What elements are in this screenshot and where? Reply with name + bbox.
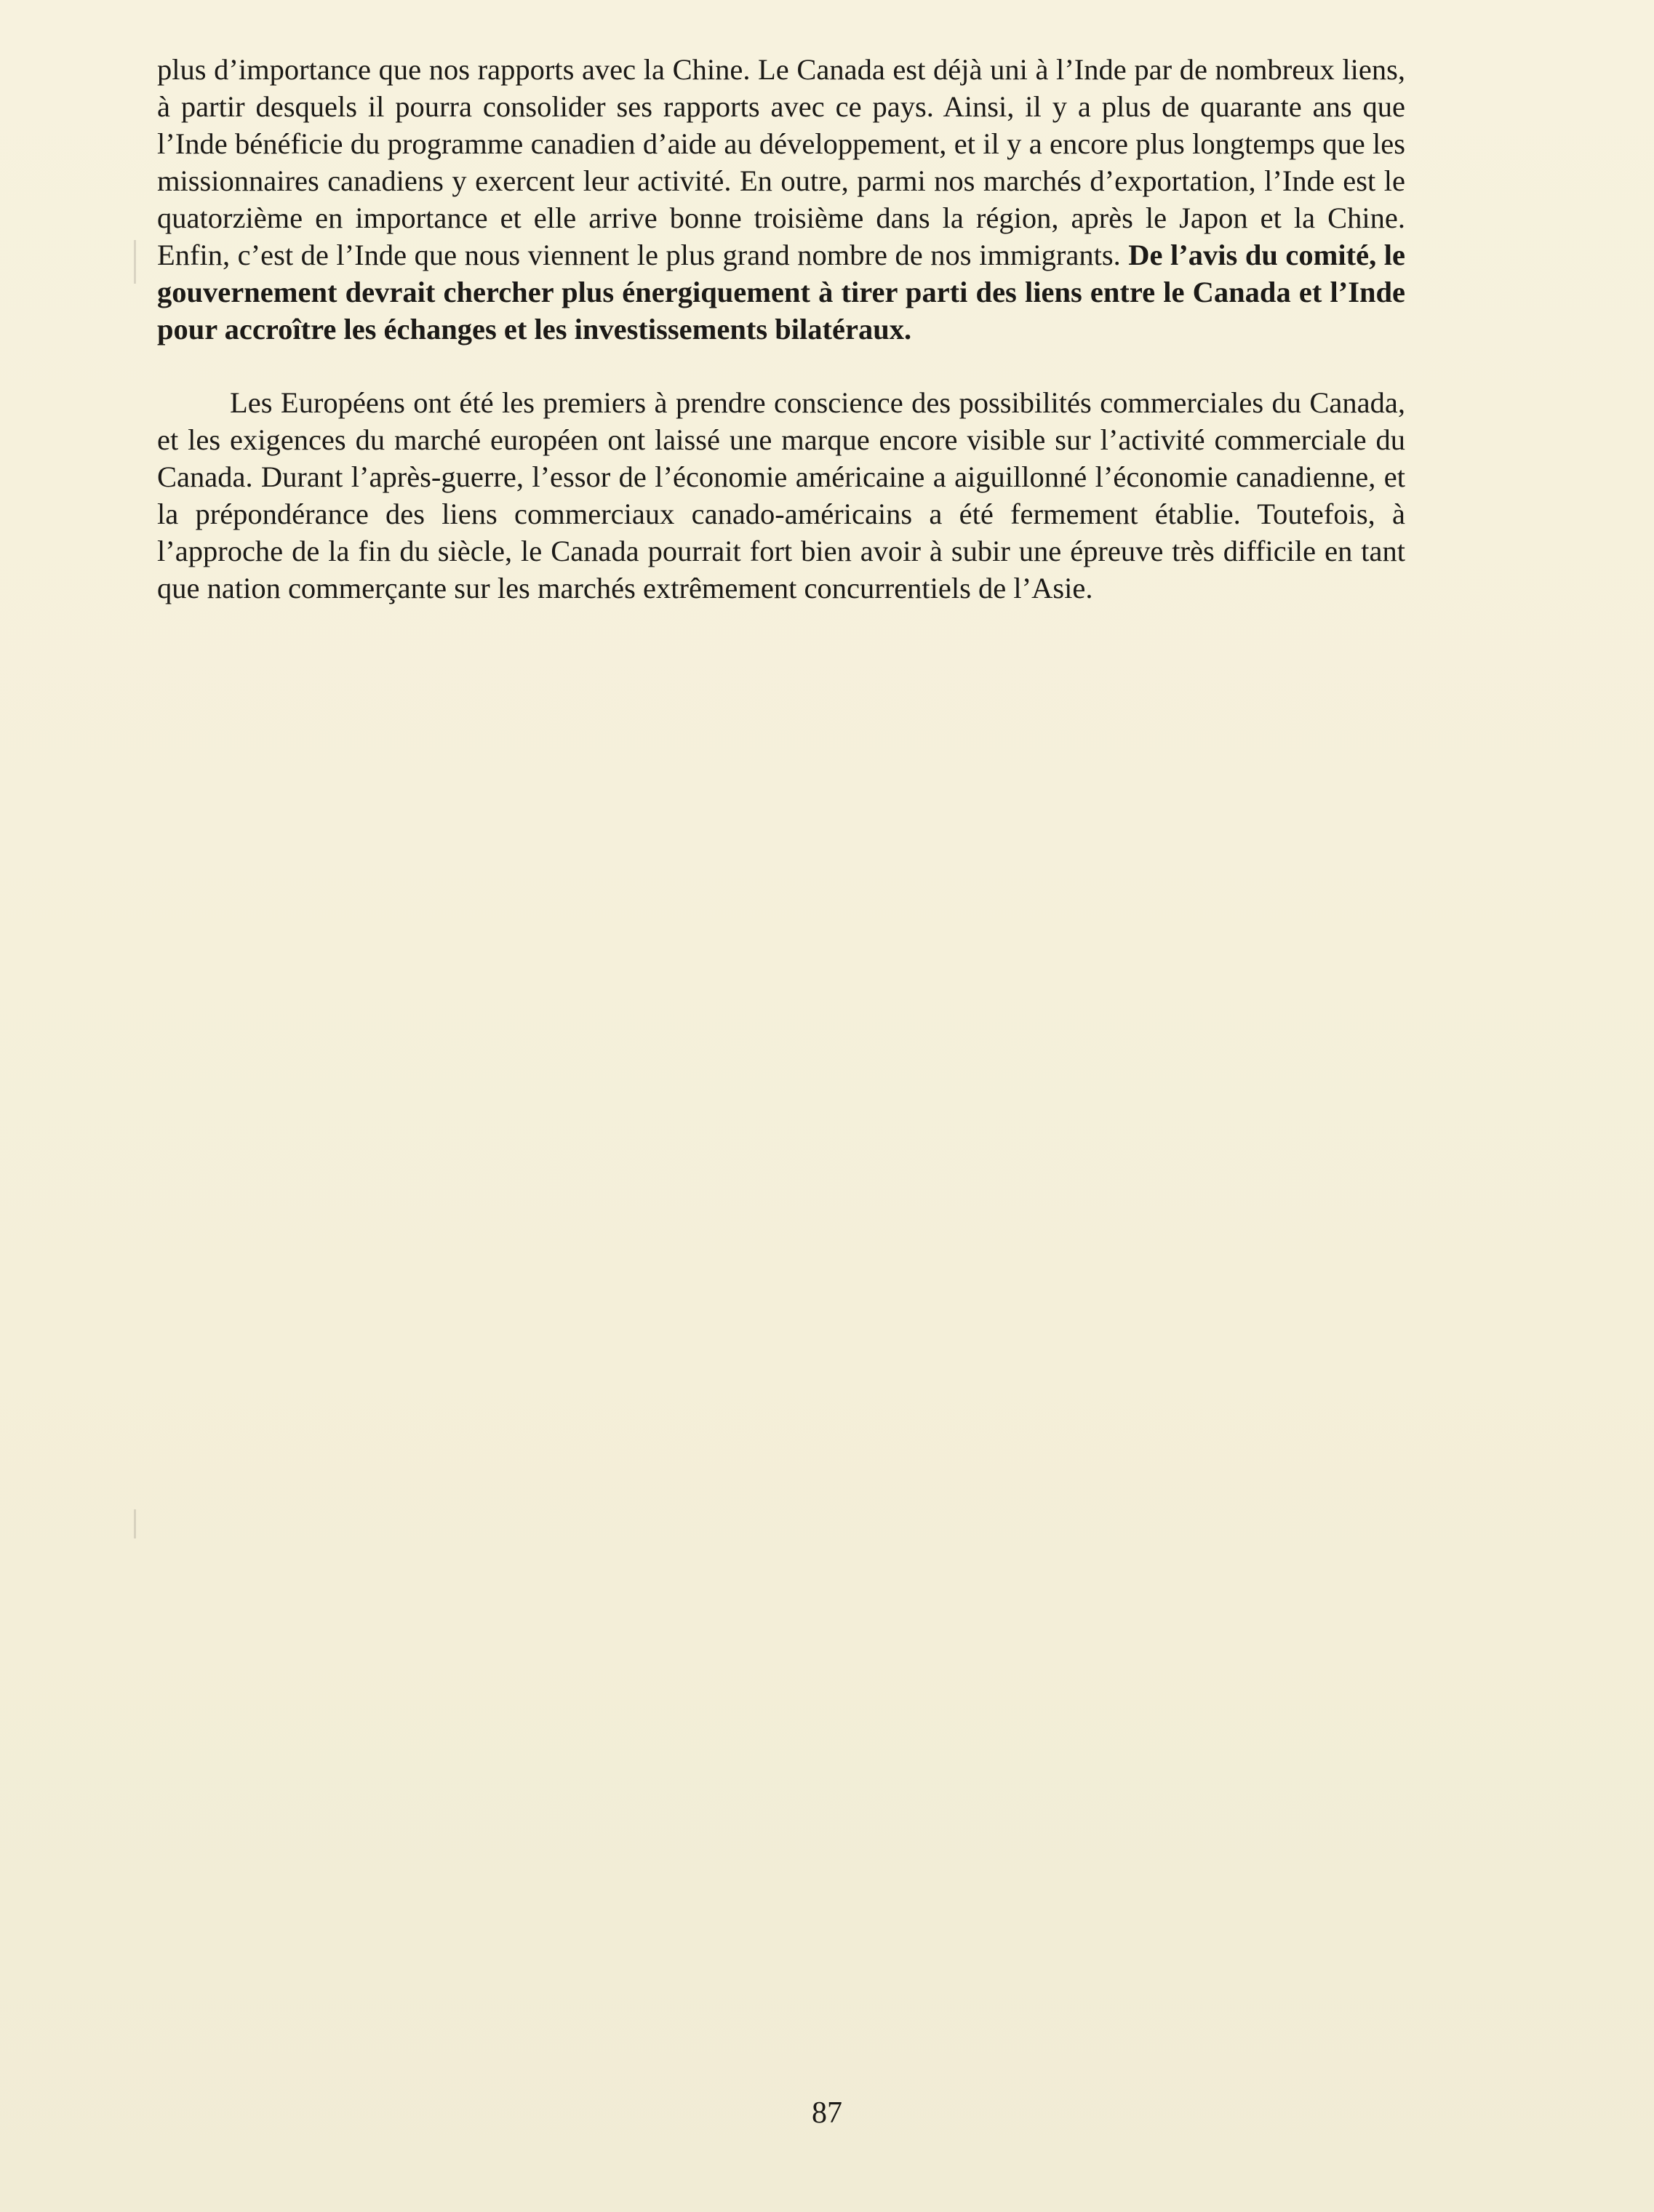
paragraph-text: Les Européens ont été les premiers à prendre conscience des possibilités commerciales du Canada, et les exigences du marché européen ont laissé une marque encore visible sur l’activité commerciale du Canada. Durant l’après-guerre, l’essor de l’économie américaine a aiguillonné l’économie canadienne, et la prépondérance des liens commerciaux canado-américains a été fermement établie. Toutefois, à l’approche de la fin du siècle, le Canada pourrait fort bien avoir à subir une épreuve très difficile en tant que nation commerçante sur les marchés extrêmement concurrentiels de l’Asie.: [157, 386, 1405, 604]
committee-recommendation: De l’avis du comité, le gouvernement devrait chercher plus énergiquement à tirer parti des liens entre le Canada et l’Inde pour accroître les échanges et les investissements bilatéraux.: [157, 239, 1405, 346]
paragraph-india-trade: [157, 51, 1405, 348]
margin-mark: [134, 1509, 136, 1538]
page-number: 87: [812, 2096, 842, 2130]
paragraph-european-trade: [157, 384, 1405, 607]
paragraph-text: plus d’importance que nos rapports avec la Chine. Le Canada est déjà uni à l’Inde par de nombreux liens, à partir desquels il pourra consolider ses rapports avec ce pays. Ainsi, il y a plus de quarante ans que l’Inde bénéficie du programme canadien d’aide au développement, et il y a encore plus longtemps que les missionnaires canadiens y exercent leur activité. En outre, parmi nos marchés d’exportation, l’Inde est le quatorzième en importance et elle arrive bonne troisième dans la région, après le Japon et la Chine. Enfin, c’est de l’Inde que nous viennent le plus grand nombre de nos immigrants.: [157, 53, 1405, 271]
page-body: [157, 51, 1405, 607]
margin-mark: [134, 240, 136, 284]
